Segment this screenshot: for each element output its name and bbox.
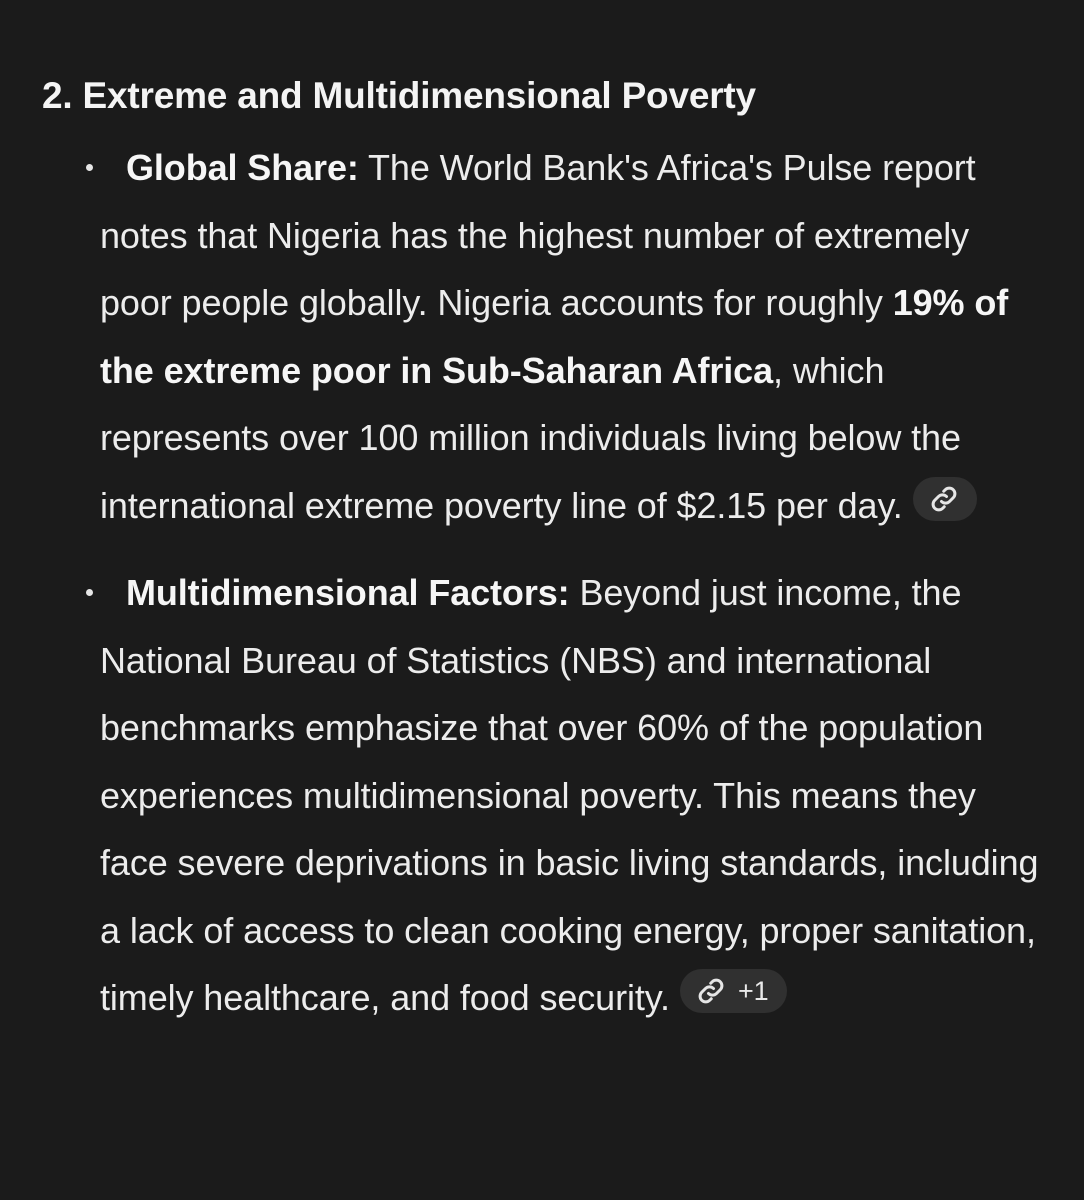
citation-count: +1: [737, 976, 769, 1006]
bullet-dot: [86, 164, 93, 171]
bullet-text-continued: , which represents over 100 million individuals living below the international extreme poverty line of $2.15 per day.: [100, 349, 961, 526]
bullet-list: [42, 134, 1044, 1032]
link-icon: [696, 976, 726, 1006]
citation-chip-plus-one[interactable]: [680, 969, 787, 1013]
bullet-global-share: [42, 134, 1044, 539]
bullet-title: Global Share:: [126, 147, 359, 188]
bullet-highlight: 19% of the extreme poor in Sub-Saharan Africa: [100, 282, 1009, 391]
bullet-title: Multidimensional Factors:: [126, 572, 570, 613]
section-heading: 2. Extreme and Multidimensional Poverty: [42, 75, 756, 116]
link-icon: [929, 484, 959, 514]
citation-chip[interactable]: [913, 477, 977, 521]
bullet-text: Beyond just income, the National Bureau of Statistics (NBS) and international benchmarks emphasize that over 60% of the population experiences multidimensional poverty. This means they face severe deprivations in basic living standards, including a lack of access to clean cooking energy, proper sanitation, timely healthcare, and food security.: [100, 572, 1039, 1018]
bullet-multidimensional-factors: [42, 559, 1044, 1032]
bullet-dot: [86, 589, 93, 596]
bullet-text: The World Bank's Africa's Pulse report notes that Nigeria has the highest number of extremely poor people globally. Nigeria accounts for roughly: [100, 147, 976, 323]
